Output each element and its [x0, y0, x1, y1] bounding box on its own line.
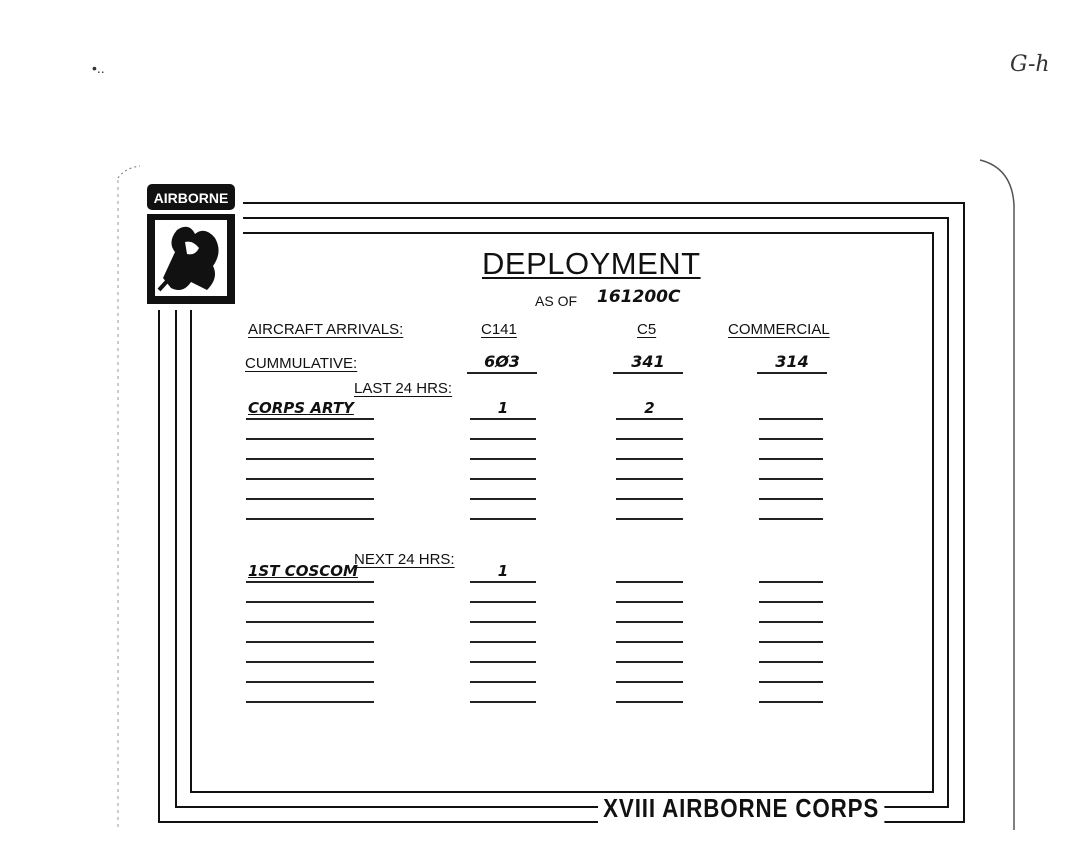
entry-rule — [759, 418, 823, 420]
cumulative-label: CUMMULATIVE: — [245, 355, 358, 372]
entry-rule — [470, 478, 536, 480]
entry-rule — [246, 681, 374, 683]
entry-rule — [470, 601, 536, 603]
c141-column-header: C141 — [481, 321, 517, 338]
as-of-value: 161200C — [597, 287, 681, 307]
entry-rule — [616, 601, 683, 603]
entry-rule — [246, 701, 374, 703]
cumulative-c5-value: 341 — [631, 352, 665, 371]
entry-rule — [616, 701, 683, 703]
unit-name: CORPS ARTY — [248, 399, 354, 417]
entry-rule — [759, 478, 823, 480]
entry-rule — [470, 701, 536, 703]
entry-rule — [470, 581, 536, 583]
entry-rule — [470, 681, 536, 683]
entry-rule — [246, 581, 374, 583]
as-of-label: AS OF — [535, 293, 578, 309]
c141-value: 1 — [497, 562, 509, 580]
entry-rule — [759, 438, 823, 440]
unit-name: 1ST COSCOM — [248, 562, 358, 580]
entry-rule — [246, 518, 374, 520]
entry-rule — [470, 621, 536, 623]
aircraft-arrivals-header: AIRCRAFT ARRIVALS: — [248, 321, 404, 338]
entry-rule — [616, 641, 683, 643]
entry-rule — [470, 641, 536, 643]
last-24-hrs-label: LAST 24 HRS: — [354, 380, 453, 397]
c141-value: 1 — [497, 399, 509, 417]
entry-rule — [246, 621, 374, 623]
entry-rule — [470, 518, 536, 520]
corner-handwritten-mark: G-h — [1010, 52, 1050, 77]
entry-rule — [246, 478, 374, 480]
entry-rule — [470, 438, 536, 440]
scan-speck: •.. — [92, 60, 105, 76]
entry-rule — [759, 641, 823, 643]
entry-rule — [246, 458, 374, 460]
entry-rule — [470, 418, 536, 420]
next-24-hrs-label: NEXT 24 HRS: — [354, 551, 455, 568]
entry-rule — [616, 478, 683, 480]
entry-rule — [246, 661, 374, 663]
entry-rule — [470, 458, 536, 460]
cumulative-commercial-value: 314 — [775, 352, 809, 371]
entry-rule — [616, 661, 683, 663]
entry-rule — [759, 661, 823, 663]
entry-rule — [470, 498, 536, 500]
entry-rule — [616, 418, 683, 420]
entry-rule — [759, 601, 823, 603]
entry-rule — [759, 498, 823, 500]
entry-rule — [616, 621, 683, 623]
entry-rule — [616, 518, 683, 520]
cumulative-c141-value: 6Ø3 — [484, 352, 520, 371]
entry-rule — [759, 621, 823, 623]
entry-rule — [246, 438, 374, 440]
footer-unit-name: XVIII AIRBORNE CORPS — [598, 793, 884, 824]
entry-rule — [616, 498, 683, 500]
entry-rule — [246, 601, 374, 603]
entry-rule — [759, 701, 823, 703]
entry-rule — [470, 661, 536, 663]
entry-rule — [759, 458, 823, 460]
entry-rule — [246, 418, 374, 420]
entry-rule — [616, 458, 683, 460]
entry-rule — [759, 518, 823, 520]
entry-rule — [759, 581, 823, 583]
svg-text:AIRBORNE: AIRBORNE — [153, 190, 229, 206]
entry-rule — [616, 681, 683, 683]
entry-rule — [246, 498, 374, 500]
c5-column-header: C5 — [637, 321, 657, 338]
c5-value: 2 — [644, 399, 655, 417]
entry-rule — [616, 438, 683, 440]
entry-rule — [759, 681, 823, 683]
entry-rule — [246, 641, 374, 643]
commercial-column-header: COMMERCIAL — [728, 321, 830, 338]
airborne-patch-emblem — [145, 182, 237, 307]
page-title: DEPLOYMENT — [482, 246, 701, 281]
entry-rule — [616, 581, 683, 583]
